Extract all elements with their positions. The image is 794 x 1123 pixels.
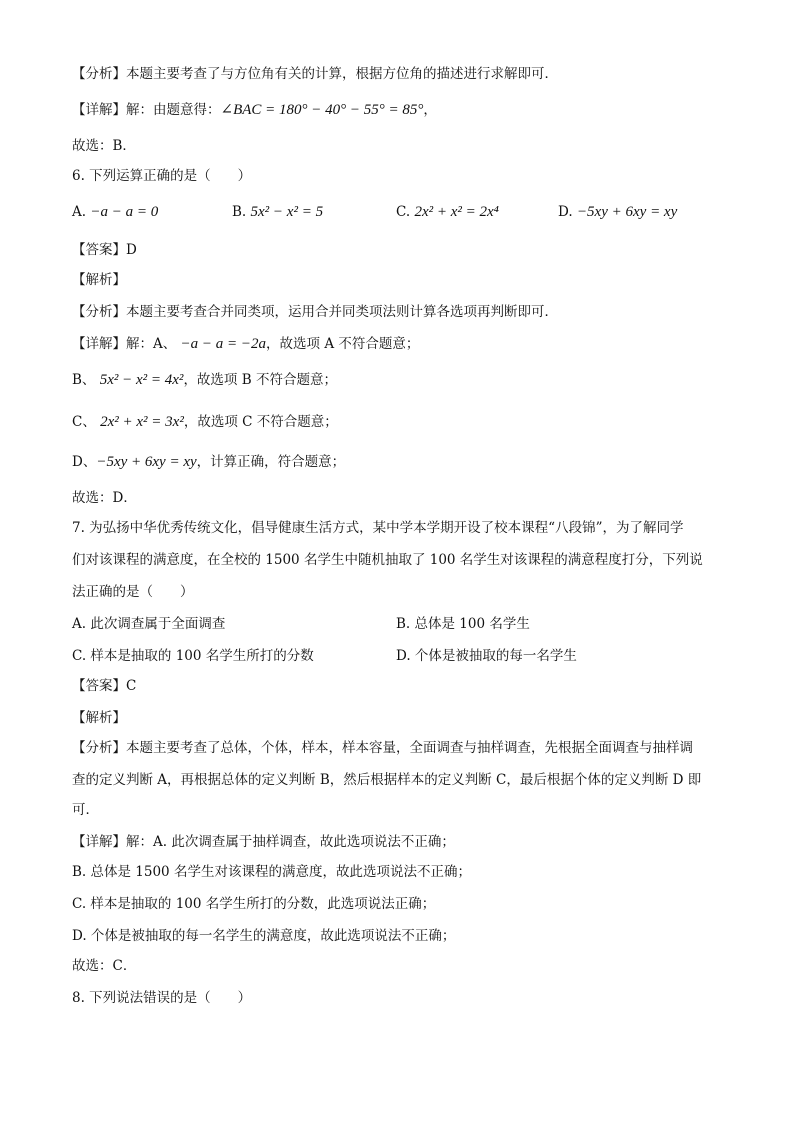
q7-option-c: C. 样本是抽取的 100 名学生所打的分数	[72, 648, 314, 664]
q5-detail	[72, 100, 437, 120]
q6-detail-b	[72, 370, 337, 390]
q6-detail-d	[72, 452, 345, 472]
q7-detail-line-3: C. 样本是抽取的 100 名学生所打的分数，此选项说法正确；	[72, 896, 436, 912]
q6-answer: 【答案】D	[72, 242, 137, 258]
q7-stem-line-3: 法正确的是（ ）	[72, 584, 194, 600]
q6-option-d-math: −5xy + 6xy = xy	[576, 204, 678, 220]
q7-detail-line-1: 【详解】解：A. 此次调查属于抽样调查，故此选项说法不正确；	[72, 834, 455, 850]
q6-detail-d-prefix: D、	[72, 454, 97, 470]
q7-detail-line-4: D. 个体是被抽取的每一名学生的满意度，故此选项说法不正确；	[72, 928, 456, 944]
q6-option-a	[72, 202, 158, 222]
q6-detail-b-suffix: ，故选项 B 不符合题意；	[183, 372, 337, 388]
q5-detail-suffix: ，	[423, 102, 437, 118]
q6-option-b	[232, 202, 323, 222]
q7-analysis-line-2: 查的定义判断 A，再根据总体的定义判断 B，然后根据样本的定义判断 C，最后根据个体的定义判断 D 即	[72, 772, 702, 788]
q6-stem: 6. 下列运算正确的是（ ）	[72, 168, 252, 184]
q6-option-c	[396, 202, 499, 222]
q6-jiexi: 【解析】	[72, 272, 126, 288]
q6-detail-c-math: 2x² + x² = 3x²	[100, 414, 184, 430]
q6-option-a-math: −a − a = 0	[90, 204, 159, 220]
q7-stem-line-1: 7. 为弘扬中华优秀传统文化，倡导健康生活方式，某中学本学期开设了校本课程“八段锦”，为了解同学	[72, 520, 684, 536]
q6-detail-c-prefix: C、	[72, 414, 101, 430]
q7-jiexi: 【解析】	[72, 710, 126, 726]
q6-detail-d-math: −5xy + 6xy = xy	[96, 454, 197, 470]
q6-option-a-label: A.	[72, 204, 87, 220]
q6-option-d-label: D.	[558, 204, 573, 220]
q7-option-a: A. 此次调查属于全面调查	[72, 616, 226, 632]
q5-detail-prefix: 【详解】解：由题意得：	[72, 102, 221, 118]
q5-detail-math: ∠BAC = 180° − 40° − 55° = 85°	[220, 102, 424, 118]
q6-detail-a-math: −a − a = −2a	[180, 336, 267, 352]
q6-analysis: 【分析】本题主要考查合并同类项，运用合并同类项法则计算各选项再判断即可．	[72, 304, 558, 320]
q6-detail-c	[72, 412, 338, 432]
q6-detail-a	[72, 334, 419, 354]
q8-stem: 8. 下列说法错误的是（ ）	[72, 990, 252, 1006]
q5-analysis: 【分析】本题主要考查了与方位角有关的计算，根据方位角的描述进行求解即可．	[72, 66, 558, 82]
q6-option-b-label: B.	[232, 204, 247, 220]
q7-option-d: D. 个体是被抽取的每一名学生	[396, 648, 577, 664]
q7-choose: 故选：C．	[72, 958, 137, 974]
q5-choose: 故选：B．	[72, 138, 136, 154]
q6-option-b-math: 5x² − x² = 5	[250, 204, 324, 220]
q6-detail-a-prefix: 【详解】解：A、	[72, 336, 181, 352]
q6-detail-c-suffix: ，故选项 C 不符合题意；	[183, 414, 338, 430]
q7-analysis-line-1: 【分析】本题主要考查了总体，个体，样本，样本容量，全面调查与抽样调查，先根据全面调查与抽样调	[72, 740, 693, 756]
q7-answer: 【答案】C	[72, 678, 137, 694]
q6-detail-b-math: 5x² − x² = 4x²	[99, 372, 184, 388]
q7-detail-line-2: B. 总体是 1500 名学生对该课程的满意度，故此选项说法不正确；	[72, 864, 471, 880]
q6-detail-b-prefix: B、	[72, 372, 100, 388]
q6-option-c-math: 2x² + x² = 2x⁴	[414, 204, 499, 220]
q6-choose: 故选：D．	[72, 490, 137, 506]
q6-option-c-label: C.	[396, 204, 411, 220]
q6-option-d	[558, 202, 677, 222]
q7-stem-line-2: 们对该课程的满意度，在全校的 1500 名学生中随机抽取了 100 名学生对该课程的满意程度打分，下列说	[72, 552, 703, 568]
q7-option-b: B. 总体是 100 名学生	[396, 616, 530, 632]
q6-detail-d-suffix: ，计算正确，符合题意；	[196, 454, 346, 470]
q7-analysis-line-3: 可．	[72, 802, 99, 818]
q6-detail-a-suffix: ，故选项 A 不符合题意；	[266, 336, 420, 352]
